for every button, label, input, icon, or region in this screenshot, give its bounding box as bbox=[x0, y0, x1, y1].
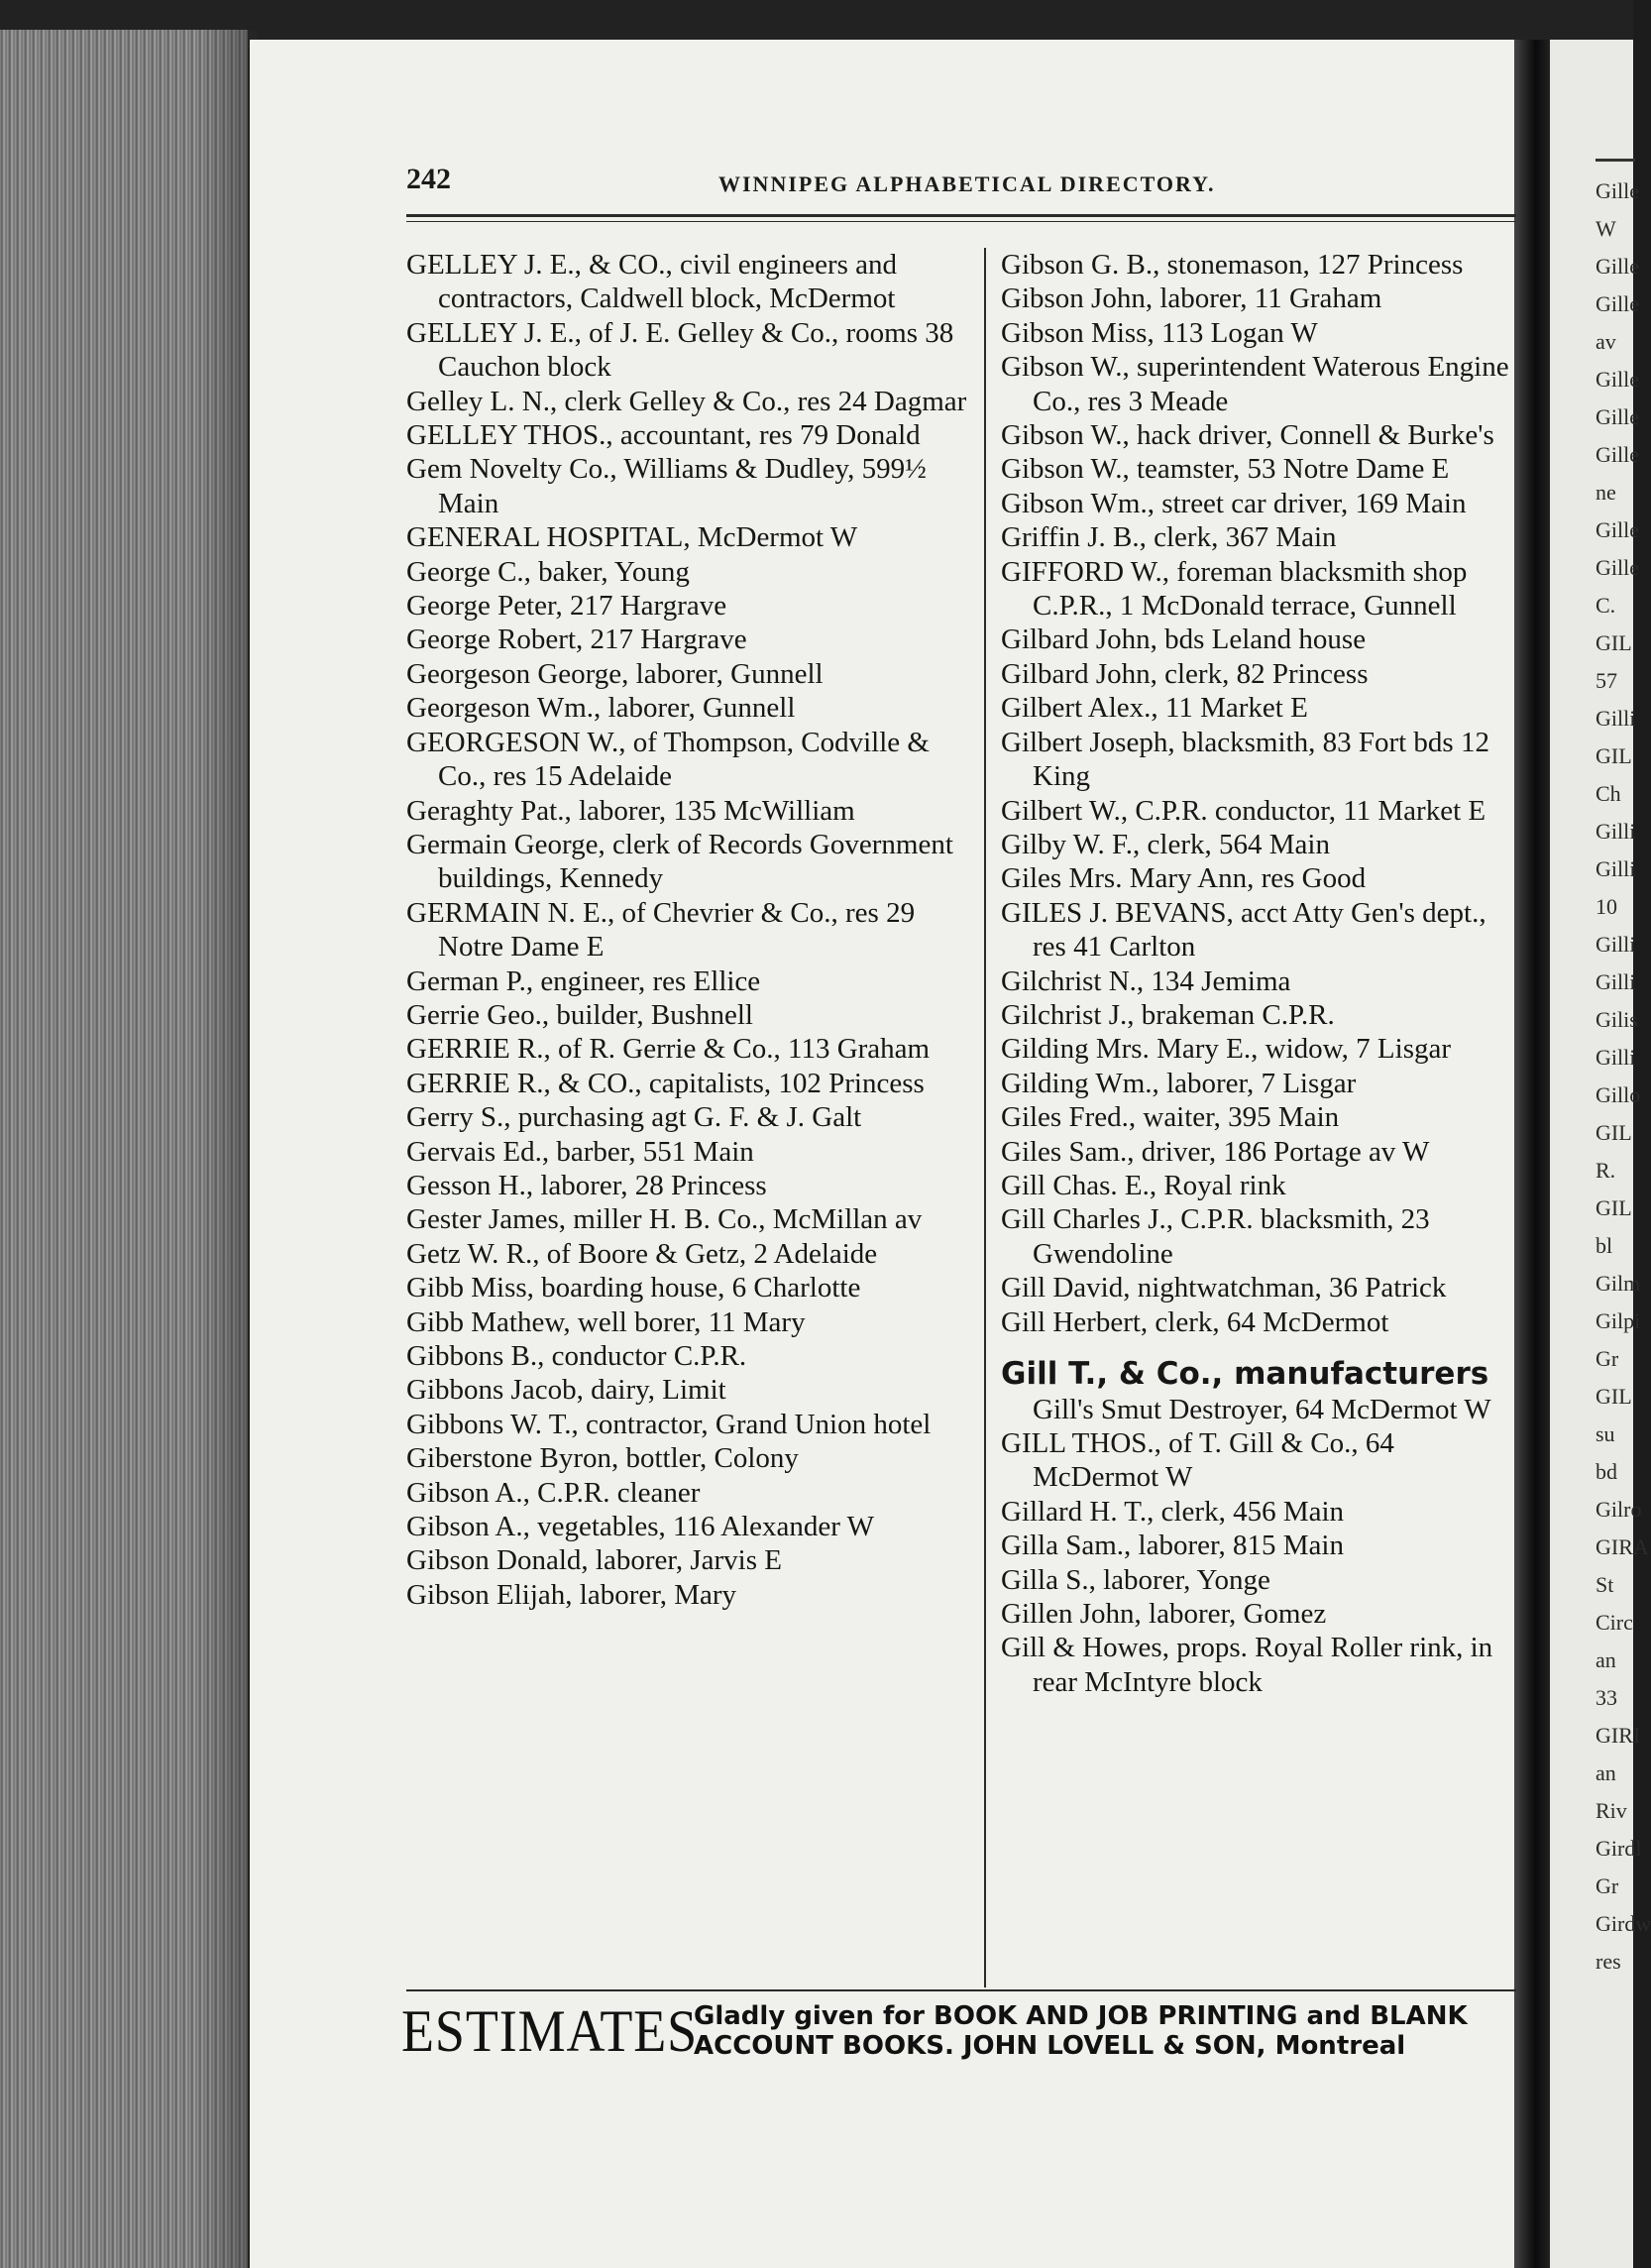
directory-entry: Gibson A., vegetables, 116 Alexander W bbox=[406, 1511, 874, 1543]
directory-entry: Giberstone Byron, bottler, Colony bbox=[406, 1442, 799, 1475]
directory-entry: Gilding Mrs. Mary E., widow, 7 Lisgar bbox=[1001, 1033, 1452, 1066]
directory-entry: Gilbert W., C.P.R. conductor, 11 Market E bbox=[1001, 794, 1486, 827]
directory-entry: Gill Chas. E., Royal rink bbox=[1001, 1169, 1286, 1201]
directory-entry: Griffin J. B., clerk, 367 Main bbox=[1001, 521, 1337, 554]
next-page-text: GIRI bbox=[1596, 1723, 1641, 1748]
next-page-text: 33 bbox=[1596, 1685, 1617, 1710]
next-page-text: Riv bbox=[1596, 1798, 1627, 1823]
directory-entry: Gibson W., superintendent Waterous Engine Co., res 3 Meade bbox=[1001, 351, 1509, 417]
next-page-text: res bbox=[1596, 1949, 1621, 1974]
next-page-rule bbox=[1596, 159, 1635, 162]
featured-entry-detail: Gill's Smut Destroyer, 64 McDermot W bbox=[1033, 1394, 1491, 1425]
directory-entry: GELLEY THOS., accountant, res 79 Donald bbox=[406, 419, 921, 452]
directory-entry: Gilbard John, bds Leland house bbox=[1001, 624, 1367, 656]
next-page-text: GIRA bbox=[1596, 1534, 1649, 1559]
ad-headline: ESTIMATES bbox=[401, 1998, 699, 2064]
directory-entry: GELLEY J. E., of J. E. Gelley & Co., rooms 38 Cauchon block bbox=[406, 316, 954, 384]
next-page-text: Gilli bbox=[1596, 1045, 1636, 1070]
next-page-text: Gille bbox=[1596, 404, 1639, 429]
next-page-text: Gillo bbox=[1596, 1082, 1641, 1107]
footer-rule bbox=[406, 1989, 1516, 1991]
directory-entry: Gill Charles J., C.P.R. blacksmith, 23 Gwendoline bbox=[1001, 1203, 1430, 1270]
page-header bbox=[406, 163, 1278, 202]
directory-entry: Gibson W., hack driver, Connell & Burke's bbox=[1001, 419, 1494, 452]
directory-entry: Gibbons W. T., contractor, Grand Union hotel bbox=[406, 1408, 932, 1440]
next-page-text: Gille bbox=[1596, 555, 1639, 580]
directory-entry: Giles Fred., waiter, 395 Main bbox=[1001, 1101, 1340, 1134]
directory-entry: Gill & Howes, props. Royal Roller rink, in rear McIntyre block bbox=[1001, 1632, 1493, 1698]
directory-entry: George Peter, 217 Hargrave bbox=[406, 590, 727, 623]
directory-entry: GILES J. BEVANS, acct Atty Gen's dept., res 41 Carlton bbox=[1001, 896, 1486, 964]
running-head: WINNIPEG ALPHABETICAL DIRECTORY. bbox=[718, 171, 1216, 196]
directory-entry: Gibson G. B., stonemason, 127 Princess bbox=[1001, 249, 1464, 281]
directory-entry: Gibson W., teamster, 53 Notre Dame E bbox=[1001, 453, 1450, 486]
directory-entry: Gillen John, laborer, Gomez bbox=[1001, 1598, 1327, 1631]
directory-entry: GEORGESON W., of Thompson, Codville & Co., res 15 Adelaide bbox=[406, 726, 930, 793]
next-page-text: ne bbox=[1596, 480, 1616, 505]
directory-entry: Gill Herbert, clerk, 64 McDermot bbox=[1001, 1305, 1389, 1338]
next-page-text: Gille bbox=[1596, 178, 1639, 203]
directory-entry: Gesson H., laborer, 28 Princess bbox=[406, 1169, 767, 1201]
directory-entry: Gilla S., laborer, Yonge bbox=[1001, 1563, 1270, 1596]
next-page-text: W bbox=[1596, 216, 1616, 241]
next-page-text: Gilli bbox=[1596, 969, 1636, 994]
directory-entry: Germain George, clerk of Records Government buildings, Kennedy bbox=[406, 828, 953, 895]
directory-entry: Gibb Miss, boarding house, 6 Charlotte bbox=[406, 1272, 861, 1304]
next-page-fragment bbox=[1550, 40, 1651, 2268]
next-page-text: an bbox=[1596, 1760, 1616, 1785]
next-page-text: 10 bbox=[1596, 894, 1617, 919]
directory-entry: Gelley L. N., clerk Gelley & Co., res 24 Dagmar bbox=[406, 385, 967, 417]
left-column bbox=[406, 248, 976, 1612]
next-page-text: Girdw bbox=[1596, 1911, 1651, 1936]
directory-entry-featured bbox=[1001, 1357, 1526, 1426]
header-rule-thin bbox=[406, 221, 1516, 222]
next-page-text: Ch bbox=[1596, 781, 1621, 806]
next-page-text: 57 bbox=[1596, 668, 1617, 693]
directory-entry: Gibbons B., conductor C.P.R. bbox=[406, 1340, 747, 1372]
next-page-text: St bbox=[1596, 1572, 1614, 1597]
ad-text bbox=[694, 2001, 1526, 2061]
next-page-text: GIL bbox=[1596, 1384, 1632, 1409]
next-page-text: an bbox=[1596, 1647, 1616, 1672]
directory-entry: Gilchrist N., 134 Jemima bbox=[1001, 964, 1291, 997]
directory-entry: Gibb Mathew, well borer, 11 Mary bbox=[406, 1305, 806, 1338]
next-page-text: Girdl bbox=[1596, 1836, 1642, 1861]
directory-entry: Georgeson George, laborer, Gunnell bbox=[406, 657, 824, 690]
directory-entry: Gilby W. F., clerk, 564 Main bbox=[1001, 828, 1330, 860]
next-page-text: GIL bbox=[1596, 1120, 1632, 1145]
next-page-text: C. bbox=[1596, 593, 1616, 618]
next-page-text: R. bbox=[1596, 1158, 1616, 1183]
directory-entry: Gilbert Joseph, blacksmith, 83 Fort bds 12 King bbox=[1001, 726, 1489, 793]
directory-entry: Gibson Wm., street car driver, 169 Main bbox=[1001, 487, 1467, 519]
next-page-text: GIL bbox=[1596, 630, 1632, 655]
directory-entry: Gilla Sam., laborer, 815 Main bbox=[1001, 1530, 1344, 1562]
next-page-text: Gilli bbox=[1596, 819, 1636, 844]
next-page-text: bd bbox=[1596, 1459, 1617, 1484]
next-page-text: GIL bbox=[1596, 743, 1632, 768]
next-page-text: Gilli bbox=[1596, 932, 1636, 957]
directory-entry: Gibson Miss, 113 Logan W bbox=[1001, 316, 1318, 349]
next-page-text: su bbox=[1596, 1421, 1615, 1446]
directory-entry: Gilding Wm., laborer, 7 Lisgar bbox=[1001, 1067, 1357, 1099]
ad-line-1: Gladly given for BOOK AND JOB PRINTING and BLANK bbox=[694, 2001, 1468, 2031]
directory-entry: Gester James, miller H. B. Co., McMillan av bbox=[406, 1203, 923, 1236]
directory-entry: GIFFORD W., foreman blacksmith shop C.P.R., 1 McDonald terrace, Gunnell bbox=[1001, 555, 1468, 623]
page-edge-shadow bbox=[198, 30, 258, 2268]
directory-entry: Giles Mrs. Mary Ann, res Good bbox=[1001, 862, 1367, 895]
page-number: 242 bbox=[406, 163, 451, 195]
directory-entry: Georgeson Wm., laborer, Gunnell bbox=[406, 692, 796, 725]
directory-entry: GERRIE R., of R. Gerrie & Co., 113 Graham bbox=[406, 1033, 931, 1066]
directory-entry: Gibbons Jacob, dairy, Limit bbox=[406, 1374, 726, 1407]
directory-entry: GELLEY J. E., & CO., civil engineers and contractors, Caldwell block, McDermot bbox=[406, 249, 898, 315]
directory-entry: GERRIE R., & CO., capitalists, 102 Princess bbox=[406, 1067, 925, 1099]
directory-entry: Gem Novelty Co., Williams & Dudley, 599½ Main bbox=[406, 453, 927, 519]
next-page-text: Circ bbox=[1596, 1610, 1633, 1635]
next-page-text: bl bbox=[1596, 1233, 1613, 1258]
next-page-text: Gr bbox=[1596, 1873, 1619, 1898]
directory-entry: GENERAL HOSPITAL, McDermot W bbox=[406, 521, 858, 554]
next-page-text: Gilm bbox=[1596, 1271, 1641, 1296]
ad-line-2: ACCOUNT BOOKS. JOHN LOVELL & SON, Montreal bbox=[694, 2031, 1406, 2061]
next-page-text: Gilpi bbox=[1596, 1308, 1641, 1333]
directory-entry: Gerry S., purchasing agt G. F. & J. Galt bbox=[406, 1101, 862, 1134]
directory-entry: Gill David, nightwatchman, 36 Patrick bbox=[1001, 1272, 1447, 1304]
directory-entry: Getz W. R., of Boore & Getz, 2 Adelaide bbox=[406, 1237, 878, 1270]
next-page-text: Gr bbox=[1596, 1346, 1619, 1371]
next-page-text: Gille bbox=[1596, 367, 1639, 392]
directory-entry: Gibson Donald, laborer, Jarvis E bbox=[406, 1544, 782, 1577]
directory-entry: Gilbard John, clerk, 82 Princess bbox=[1001, 657, 1369, 690]
next-page-text: Gille bbox=[1596, 254, 1639, 279]
directory-entry: German P., engineer, res Ellice bbox=[406, 964, 761, 997]
directory-entry: GILL THOS., of T. Gill & Co., 64 McDermot W bbox=[1001, 1427, 1394, 1494]
directory-entry: Gibson A., C.P.R. cleaner bbox=[406, 1476, 701, 1509]
directory-entry: Geraghty Pat., laborer, 135 McWilliam bbox=[406, 794, 855, 827]
directory-entry: Gervais Ed., barber, 551 Main bbox=[406, 1135, 754, 1168]
directory-entry: Giles Sam., driver, 186 Portage av W bbox=[1001, 1135, 1430, 1168]
next-page-text: Gilli bbox=[1596, 856, 1636, 881]
directory-entry: Gilchrist J., brakeman C.P.R. bbox=[1001, 998, 1335, 1031]
header-rule bbox=[406, 214, 1516, 217]
right-column bbox=[1001, 248, 1526, 1699]
directory-entry: Gillard H. T., clerk, 456 Main bbox=[1001, 1495, 1345, 1528]
directory-entry: Gilbert Alex., 11 Market E bbox=[1001, 692, 1308, 725]
directory-entry: George Robert, 217 Hargrave bbox=[406, 624, 747, 656]
column-divider bbox=[984, 248, 986, 1987]
advertisement bbox=[401, 1997, 1521, 2077]
directory-entry: GERMAIN N. E., of Chevrier & Co., res 29 Notre Dame E bbox=[406, 896, 916, 964]
next-page-text: Gilis bbox=[1596, 1007, 1638, 1032]
directory-entry: George C., baker, Young bbox=[406, 555, 690, 588]
next-page-text: Gilro bbox=[1596, 1497, 1642, 1522]
next-page-text: av bbox=[1596, 329, 1616, 354]
next-page-text: Gilli bbox=[1596, 706, 1636, 731]
directory-entry: Gibson Elijah, laborer, Mary bbox=[406, 1578, 737, 1611]
featured-entry-name: Gill T., & Co., manufacturers bbox=[1001, 1356, 1489, 1392]
next-page-text: Gille bbox=[1596, 291, 1639, 316]
directory-entry: Gerrie Geo., builder, Bushnell bbox=[406, 998, 753, 1031]
next-page-text: GIL bbox=[1596, 1195, 1632, 1220]
next-page-text: Gille bbox=[1596, 442, 1639, 467]
next-page-text: Gille bbox=[1596, 517, 1639, 542]
directory-entry: Gibson John, laborer, 11 Graham bbox=[1001, 283, 1382, 315]
